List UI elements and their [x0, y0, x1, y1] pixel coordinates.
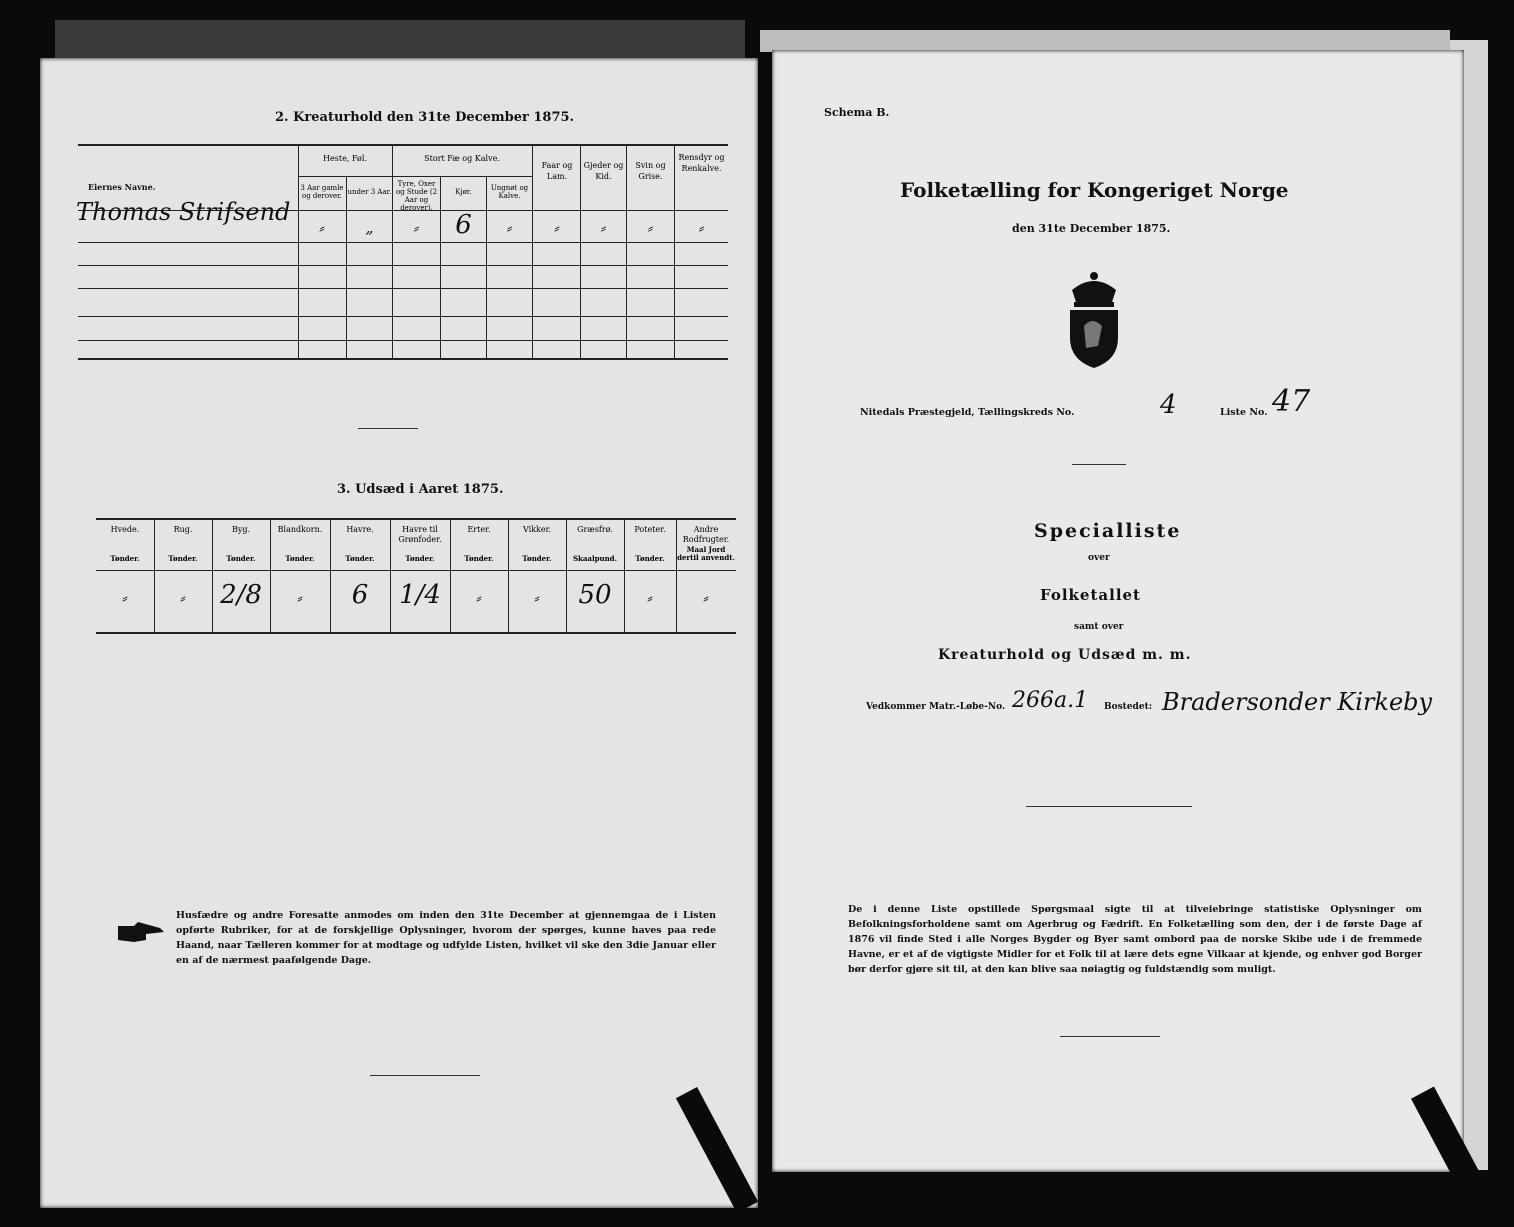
faar-value: ⸗: [554, 218, 560, 237]
t2-rule-1: [78, 242, 728, 243]
heste-header: Heste, Føl.: [323, 154, 367, 163]
t3-header: Blandkorn.: [277, 525, 323, 534]
t3-unit: Tønder.: [226, 554, 256, 563]
t3-header: Græsfrø.: [577, 525, 613, 534]
t3-unit: Tønder.: [464, 554, 494, 563]
t3-value: 6: [351, 580, 369, 610]
gjeder-header: Gjeder og Kid.: [583, 161, 624, 181]
t3-header: Andre Rodfrugter.: [682, 525, 730, 544]
divider-rule: [1060, 1036, 1160, 1037]
heste-under3-value: „: [365, 218, 374, 237]
divider-rule: [358, 428, 418, 429]
t3-unit: Tønder.: [522, 554, 552, 563]
t3-header: Erter.: [467, 525, 491, 534]
t3-unit: Tønder.: [285, 554, 315, 563]
t3-col: [566, 518, 567, 634]
liste-label: Liste No.: [1220, 407, 1268, 418]
section3-title: 3. Udsæd i Aaret 1875.: [337, 482, 504, 497]
t3-value: ⸗: [703, 588, 709, 607]
coat-of-arms-icon: [1062, 268, 1126, 370]
t2-col: [486, 176, 487, 360]
stort-sub-2: Kjør.: [455, 188, 472, 196]
t3-unit: Tønder.: [110, 554, 140, 563]
t3-value: 2/8: [220, 580, 262, 610]
t3-head-rule: [96, 570, 736, 571]
schema-label: Schema B.: [824, 106, 890, 119]
t2-col: [440, 176, 441, 360]
right-page: [772, 50, 1464, 1172]
t3-header: Rug.: [173, 525, 193, 534]
t2-top-rule: [78, 144, 728, 146]
divider-rule: [370, 1075, 480, 1076]
rensdyr-header: Rensdyr og Renkalve.: [678, 153, 725, 173]
divider-rule: [1026, 806, 1192, 807]
rensdyr-value: ⸗: [698, 218, 705, 237]
t3-value: ⸗: [297, 588, 303, 607]
t3-value: 50: [578, 580, 612, 610]
stort-sub-1: Tyre, Oxer og Stude (2 Aar og derover).: [395, 180, 438, 212]
t3-col: [624, 518, 625, 634]
specialliste-title: Specialliste: [1034, 520, 1182, 542]
notice-text: Husfædre og andre Foresatte anmodes om inden den 31te December at gjennemgaa de i Listen opførte Rubriker, for at de forskjellige Oplysninger, hvorom der spørges, kunne haves paa rede Haand, naar Tælleren kommer for at modtage og udfylde Listen, hvilket vil ske den 3die Januar eller en af de nærmest paafølgende Dage.: [176, 910, 716, 966]
intro-text: De i denne Liste opstillede Spørgsmaal sigte til at tilveiebringe statistiske Oplysninger om Befolkningsforholdene samt om Agerbrug og Fædrift. En Folketælling som den, der i de første Dage af 1876 vil finde Sted i alle Norges Bygder og Byer samt ombord paa de norske Skibe ude i de fremmede Havne, er et af de vigtigste Midler for et Folk til at lære dets egne Vilkaar at kjende, og enhver god Borger bør derfor gjøre sit til, at den kan blive saa nøiagtig og fuldstændig som muligt.: [848, 904, 1422, 975]
t3-value: ⸗: [180, 588, 186, 607]
t3-header: Byg.: [231, 525, 251, 534]
samt-over: samt over: [1074, 622, 1124, 632]
kjor-value: 6: [455, 210, 472, 240]
main-title: Folketælling for Kongeriget Norge: [900, 178, 1289, 202]
t2-col: [532, 144, 533, 360]
t2-rule-4: [78, 316, 728, 317]
t3-unit: Tønder.: [635, 554, 665, 563]
t3-header: Poteter.: [634, 525, 666, 534]
t3-unit: Maal Jord dertil anvendt.: [677, 545, 735, 562]
t3-col: [212, 518, 213, 634]
t3-header: Hvede.: [110, 525, 140, 534]
heste-3aar-value: ⸗: [319, 218, 325, 237]
t3-header: Havre til Grønfoder.: [398, 525, 442, 544]
t3-header: Havre.: [346, 525, 374, 534]
left-page-edge: [55, 20, 745, 60]
stort-sub-3: Ungnøt og Kalve.: [490, 184, 529, 200]
t3-value: 1/4: [399, 580, 441, 610]
matr-label: Vedkommer Matr.-Løbe-No.: [866, 702, 1006, 712]
t3-unit: Tønder.: [168, 554, 198, 563]
owner-name: Thomas Strifsend: [76, 198, 291, 226]
t2-col: [674, 144, 675, 360]
svin-header: Svin og Grise.: [635, 161, 666, 181]
faar-header: Faar og Lam.: [541, 161, 573, 181]
heste-sub-2: under 3 Aar.: [347, 188, 392, 196]
right-page-top-edge: [760, 30, 1450, 52]
t3-header: Vikker.: [522, 525, 552, 534]
ungnot-value: ⸗: [506, 218, 513, 237]
matr-no: 266a.1: [1012, 688, 1089, 713]
gjeder-value: ⸗: [600, 218, 607, 237]
stort-header: Stort Fæ og Kalve.: [424, 154, 500, 163]
t3-value: ⸗: [476, 588, 482, 607]
t2-sub-rule: [298, 176, 532, 177]
bostedet-value: Bradersonder Kirkeby: [1162, 688, 1433, 716]
prestegjeld-label: Nitedals Præstegjeld, Tællingskreds No.: [860, 407, 1075, 418]
t3-top-rule: [96, 518, 736, 520]
t2-rule-2: [78, 265, 728, 266]
bostedet-label: Bostedet:: [1104, 702, 1153, 712]
liste-no: 47: [1272, 384, 1311, 419]
t3-unit: Tønder.: [405, 554, 435, 563]
t3-value: ⸗: [122, 588, 128, 607]
section2-title: 2. Kreaturhold den 31te December 1875.: [275, 110, 575, 125]
t2-col: [346, 176, 347, 360]
t3-value: ⸗: [534, 588, 540, 607]
t3-unit: Tønder.: [345, 554, 375, 563]
over-1: over: [1088, 553, 1110, 563]
folketallet-title: Folketallet: [1040, 586, 1141, 604]
t2-bottom-rule: [78, 358, 728, 360]
t2-rule-5: [78, 340, 728, 341]
kreaturhold-title: Kreaturhold og Udsæd m. m.: [938, 647, 1192, 663]
t3-col: [270, 518, 271, 634]
kreds-no: 4: [1160, 390, 1177, 420]
t3-col: [154, 518, 155, 634]
t3-value: ⸗: [647, 588, 653, 607]
title-date: den 31te December 1875.: [1012, 222, 1171, 235]
left-page: [40, 58, 758, 1208]
t3-col: [450, 518, 451, 634]
owner-header: Eiernes Navne.: [88, 182, 156, 192]
t3-col: [508, 518, 509, 634]
tyre-value: ⸗: [413, 218, 420, 237]
t3-bottom-rule: [96, 632, 736, 634]
divider-rule: [1072, 464, 1126, 465]
pointing-hand-icon: [116, 920, 166, 944]
t2-rule-3: [78, 288, 728, 289]
t3-unit: Skaalpund.: [572, 554, 618, 563]
t3-col: [330, 518, 331, 634]
heste-sub-1: 3 Aar gamle og derover.: [300, 184, 344, 200]
svin-value: ⸗: [647, 218, 654, 237]
